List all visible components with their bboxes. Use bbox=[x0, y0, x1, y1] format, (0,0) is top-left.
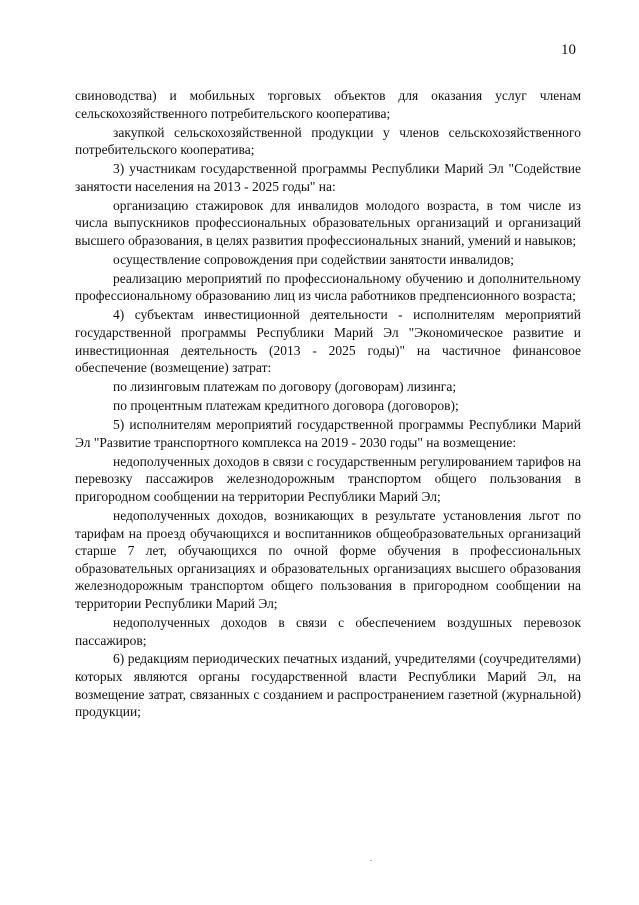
paragraph: закупкой сельскохозяйственной продукции у членов сельскохозяйственного потребительского кооператива; bbox=[75, 124, 581, 158]
paragraph: недополученных доходов в связи с государственным регулированием тарифов на перевозку пассажиров железнодорожным транспортом общего пользования в пригородном сообщении на территории Республики Марий Эл; bbox=[75, 453, 581, 504]
paragraph: 3) участникам государственной программы Республики Марий Эл "Содействие занятости населения на 2013 - 2025 годы" на: bbox=[75, 161, 581, 194]
paragraph: реализацию мероприятий по профессиональному обучению и дополнительному профессиональному образованию лиц из числа работников предпенсионного возраста; bbox=[75, 270, 581, 304]
paragraph: организацию стажировок для инвалидов молодого возраста, в том числе из числа выпускников профессиональных образовательных организаций и организаций высшего образования, в целях развития профессиональных знаний, умений и навыков; bbox=[75, 197, 581, 248]
paragraph: недополученных доходов в связи с обеспечением воздушных перевозок пассажиров; bbox=[75, 614, 581, 648]
document-body bbox=[75, 87, 581, 722]
scan-speck bbox=[370, 860, 372, 861]
page-number: 10 bbox=[561, 42, 576, 58]
paragraph: недополученных доходов, возникающих в результате установления льгот по тарифам на проезд обучающихся и воспитанников общеобразовательных организаций старше 7 лет, обучающихся по очной форме обучения в профессиональных образовательных организациях и образовательных организациях высшего образования железнодорожным транспортом общего пользования в пригородном сообщении на территории Республики Марий Эл; bbox=[75, 507, 581, 611]
paragraph: свиноводства) и мобильных торговых объектов для оказания услуг членам сельскохозяйственного потребительского кооператива; bbox=[75, 88, 581, 121]
paragraph: 4) субъектам инвестиционной деятельности - исполнителям мероприятий государственной программы Республики Марий Эл "Экономическое развитие и инвестиционная деятельность (2013 - 2025 годы)" на частичное финансовое обеспечение (возмещение) затрат: bbox=[75, 307, 581, 376]
paragraph: осуществление сопровождения при содействии занятости инвалидов; bbox=[113, 251, 515, 267]
paragraph: по процентным платежам кредитного договора (договоров); bbox=[113, 398, 459, 414]
paragraph: 5) исполнителям мероприятий государственной программы Республики Марий Эл "Развитие транспортного комплекса на 2019 - 2030 годы" на возмещение: bbox=[75, 417, 581, 450]
paragraph: 6) редакциям периодических печатных изданий, учредителями (соучредителями) которых являются органы государственной власти Республики Марий Эл, на возмещение затрат, связанных с созданием и распространением газетной (журнальной) продукции; bbox=[75, 651, 581, 720]
paragraph: по лизинговым платежам по договору (договорам) лизинга; bbox=[113, 379, 457, 395]
